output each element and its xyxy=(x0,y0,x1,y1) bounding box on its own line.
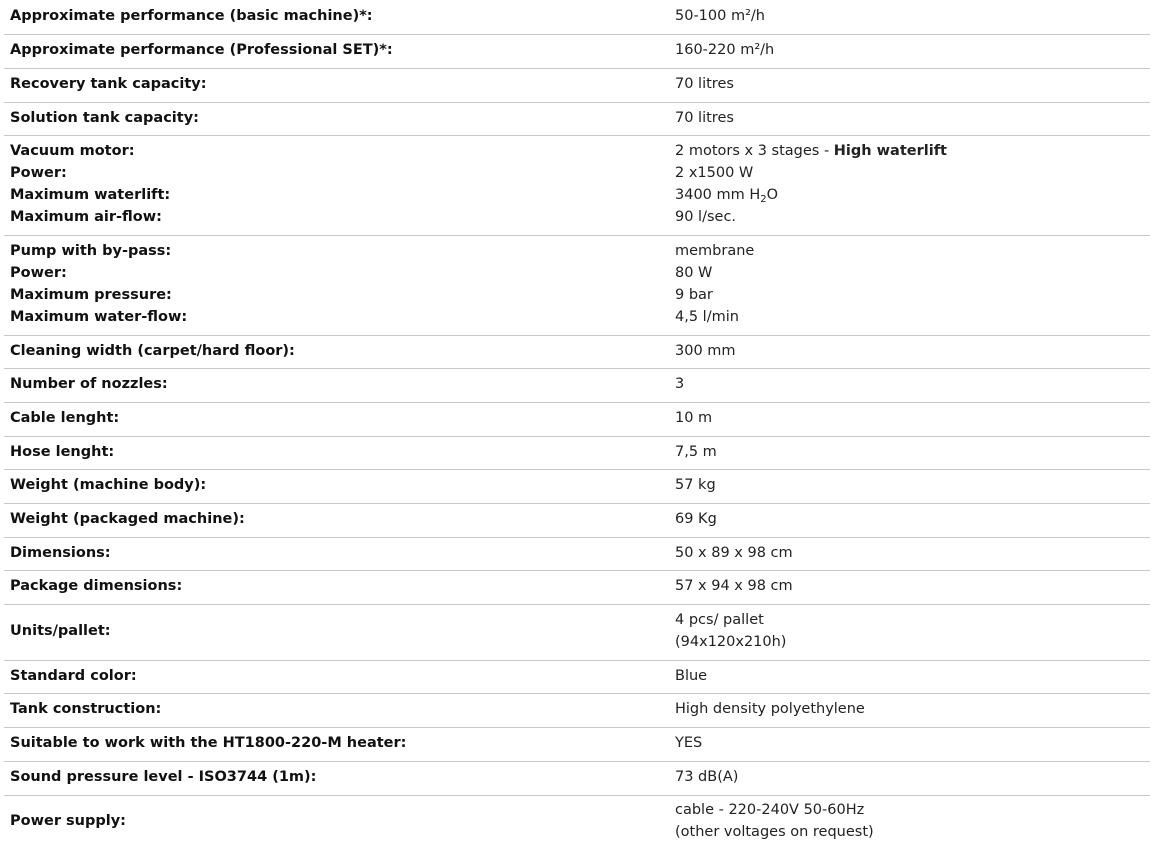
spec-row xyxy=(4,102,1150,135)
spec-value-text: High density polyethylene xyxy=(675,701,865,718)
spec-value-line xyxy=(675,408,1150,430)
spec-row xyxy=(4,469,1150,503)
spec-label-line: Approximate performance (Professional SET)*: xyxy=(10,42,393,59)
spec-label-line: Dimensions: xyxy=(10,544,111,561)
spec-value-text: (94x120x210h) xyxy=(675,634,787,650)
spec-value-line xyxy=(675,141,1150,163)
spec-label xyxy=(4,469,669,503)
spec-label xyxy=(4,335,669,368)
spec-label-line: Package dimensions: xyxy=(10,578,183,595)
spec-value-line xyxy=(675,108,1150,130)
spec-label xyxy=(4,68,669,102)
spec-label xyxy=(4,402,669,436)
spec-value xyxy=(669,727,1150,761)
spec-value-text: 70 litres xyxy=(675,109,734,126)
spec-value xyxy=(669,761,1150,795)
spec-label xyxy=(4,503,669,537)
spec-label-line: Weight (packaged machine): xyxy=(10,511,245,528)
spec-value xyxy=(669,102,1150,135)
spec-row xyxy=(4,604,1150,660)
spec-label-line: Hose lenght: xyxy=(10,443,115,460)
spec-label xyxy=(4,135,669,235)
spec-row xyxy=(4,570,1150,604)
spec-value-text: 300 mm xyxy=(675,342,736,359)
spec-value xyxy=(669,335,1150,368)
spec-value-text: 3 xyxy=(675,376,685,393)
spec-value-text: 3400 mm H xyxy=(675,187,761,203)
spec-value xyxy=(669,537,1150,570)
spec-value-line xyxy=(675,40,1150,62)
spec-label xyxy=(4,761,669,795)
spec-value-line xyxy=(675,241,1150,263)
spec-value-text: 70 litres xyxy=(675,76,734,93)
spec-value-text: 2 motors x 3 stages - xyxy=(675,143,834,160)
spec-row xyxy=(4,235,1150,335)
spec-label-line: Maximum water-flow: xyxy=(10,308,188,325)
spec-value-text: 7,5 m xyxy=(675,443,717,460)
spec-label-line: Pump with by-pass: xyxy=(10,243,172,260)
spec-value-line xyxy=(675,543,1150,565)
spec-value-text: 69 Kg xyxy=(675,511,717,528)
spec-label-line: Recovery tank capacity: xyxy=(10,76,207,93)
spec-row xyxy=(4,0,1150,34)
spec-row xyxy=(4,761,1150,795)
spec-value-text: 50-100 m²/h xyxy=(675,7,765,24)
spec-label xyxy=(4,436,669,469)
spec-value-text: 50 x 89 x 98 cm xyxy=(675,544,793,561)
spec-row xyxy=(4,135,1150,235)
spec-value-text: 2 x1500 W xyxy=(675,165,754,182)
spec-value-line xyxy=(675,374,1150,396)
spec-label-line: Sound pressure level - ISO3744 (1m): xyxy=(10,769,317,786)
spec-value-text: YES xyxy=(675,735,703,752)
spec-label xyxy=(4,727,669,761)
spec-value xyxy=(669,34,1150,68)
spec-value-line xyxy=(675,442,1150,464)
spec-label xyxy=(4,537,669,570)
spec-label-line: Maximum air-flow: xyxy=(10,208,162,225)
spec-value xyxy=(669,135,1150,235)
spec-label xyxy=(4,368,669,402)
spec-label-line: Tank construction: xyxy=(10,701,162,718)
spec-value-line xyxy=(675,576,1150,598)
spec-label xyxy=(4,660,669,693)
spec-value-text: 4 pcs/ pallet xyxy=(675,612,764,629)
spec-value xyxy=(669,570,1150,604)
spec-value-line xyxy=(675,263,1150,285)
spec-value-text: 90 l/sec. xyxy=(675,208,737,225)
spec-row xyxy=(4,402,1150,436)
spec-value xyxy=(669,368,1150,402)
spec-row xyxy=(4,503,1150,537)
specifications-table xyxy=(4,0,1150,848)
spec-value xyxy=(669,235,1150,335)
spec-value-line xyxy=(675,341,1150,363)
spec-value-line xyxy=(675,800,1150,822)
spec-label xyxy=(4,693,669,727)
spec-label-line: Approximate performance (basic machine)*: xyxy=(10,7,373,24)
spec-value-text: cable - 220-240V 50-60Hz xyxy=(675,801,865,818)
spec-row xyxy=(4,368,1150,402)
spec-label xyxy=(4,0,669,34)
spec-value-text: Blue xyxy=(675,667,708,684)
spec-value-text: 4,5 l/min xyxy=(675,308,739,325)
spec-value-line xyxy=(675,207,1150,229)
spec-value-text: 9 bar xyxy=(675,287,713,303)
spec-value xyxy=(669,436,1150,469)
spec-value xyxy=(669,402,1150,436)
spec-label-line: Units/pallet: xyxy=(10,623,111,640)
specifications-table-body xyxy=(4,0,1150,848)
spec-value-text: O xyxy=(766,187,779,203)
spec-value-line xyxy=(675,822,1150,844)
spec-label xyxy=(4,570,669,604)
spec-value-line xyxy=(675,185,1150,207)
spec-label-line: Solution tank capacity: xyxy=(10,109,199,126)
highlight-text: High waterlift xyxy=(833,143,947,160)
spec-value-line xyxy=(675,699,1150,721)
spec-value-line xyxy=(675,733,1150,755)
spec-label-line: Number of nozzles: xyxy=(10,376,168,393)
spec-row xyxy=(4,68,1150,102)
spec-value-text: 80 W xyxy=(675,265,713,282)
spec-label xyxy=(4,102,669,135)
subscript-text: 2 xyxy=(760,194,767,205)
spec-label-line: Maximum waterlift: xyxy=(10,187,171,203)
spec-value xyxy=(669,693,1150,727)
spec-label-line: Maximum pressure: xyxy=(10,287,172,303)
spec-value-line xyxy=(675,163,1150,185)
spec-value-line xyxy=(675,307,1150,329)
spec-value-text: 57 kg xyxy=(675,477,716,494)
spec-value-line xyxy=(675,509,1150,531)
spec-label xyxy=(4,604,669,660)
spec-value xyxy=(669,68,1150,102)
spec-label xyxy=(4,235,669,335)
spec-value xyxy=(669,795,1150,848)
spec-label-line: Suitable to work with the HT1800-220-M heater: xyxy=(10,735,407,752)
spec-value xyxy=(669,0,1150,34)
spec-value-line xyxy=(675,666,1150,688)
spec-value-text: 10 m xyxy=(675,410,713,427)
spec-value-text: 73 dB(A) xyxy=(675,769,739,786)
spec-value-line xyxy=(675,767,1150,789)
spec-label-line: Power: xyxy=(10,165,67,182)
spec-label-line: Cleaning width (carpet/hard floor): xyxy=(10,342,295,359)
spec-label-line: Power: xyxy=(10,265,67,282)
spec-value-line xyxy=(675,475,1150,497)
spec-value-line xyxy=(675,74,1150,96)
spec-row xyxy=(4,693,1150,727)
spec-label-line: Standard color: xyxy=(10,667,137,684)
spec-label-line: Vacuum motor: xyxy=(10,143,135,160)
spec-row xyxy=(4,660,1150,693)
spec-label xyxy=(4,34,669,68)
spec-value-text: 57 x 94 x 98 cm xyxy=(675,578,793,595)
spec-row xyxy=(4,436,1150,469)
spec-label xyxy=(4,795,669,848)
spec-row xyxy=(4,537,1150,570)
spec-value-line xyxy=(675,632,1150,654)
spec-value-line xyxy=(675,285,1150,307)
spec-row xyxy=(4,727,1150,761)
spec-row xyxy=(4,34,1150,68)
spec-row xyxy=(4,335,1150,368)
spec-value xyxy=(669,469,1150,503)
spec-value-text: membrane xyxy=(675,243,755,260)
spec-value-text: 160-220 m²/h xyxy=(675,42,775,59)
spec-value-line xyxy=(675,610,1150,632)
spec-value-line xyxy=(675,6,1150,28)
spec-value-text: (other voltages on request) xyxy=(675,823,874,840)
spec-value xyxy=(669,604,1150,660)
spec-value xyxy=(669,503,1150,537)
spec-value xyxy=(669,660,1150,693)
spec-label-line: Cable lenght: xyxy=(10,410,120,427)
spec-row xyxy=(4,795,1150,848)
spec-label-line: Power supply: xyxy=(10,812,126,829)
spec-label-line: Weight (machine body): xyxy=(10,477,207,494)
